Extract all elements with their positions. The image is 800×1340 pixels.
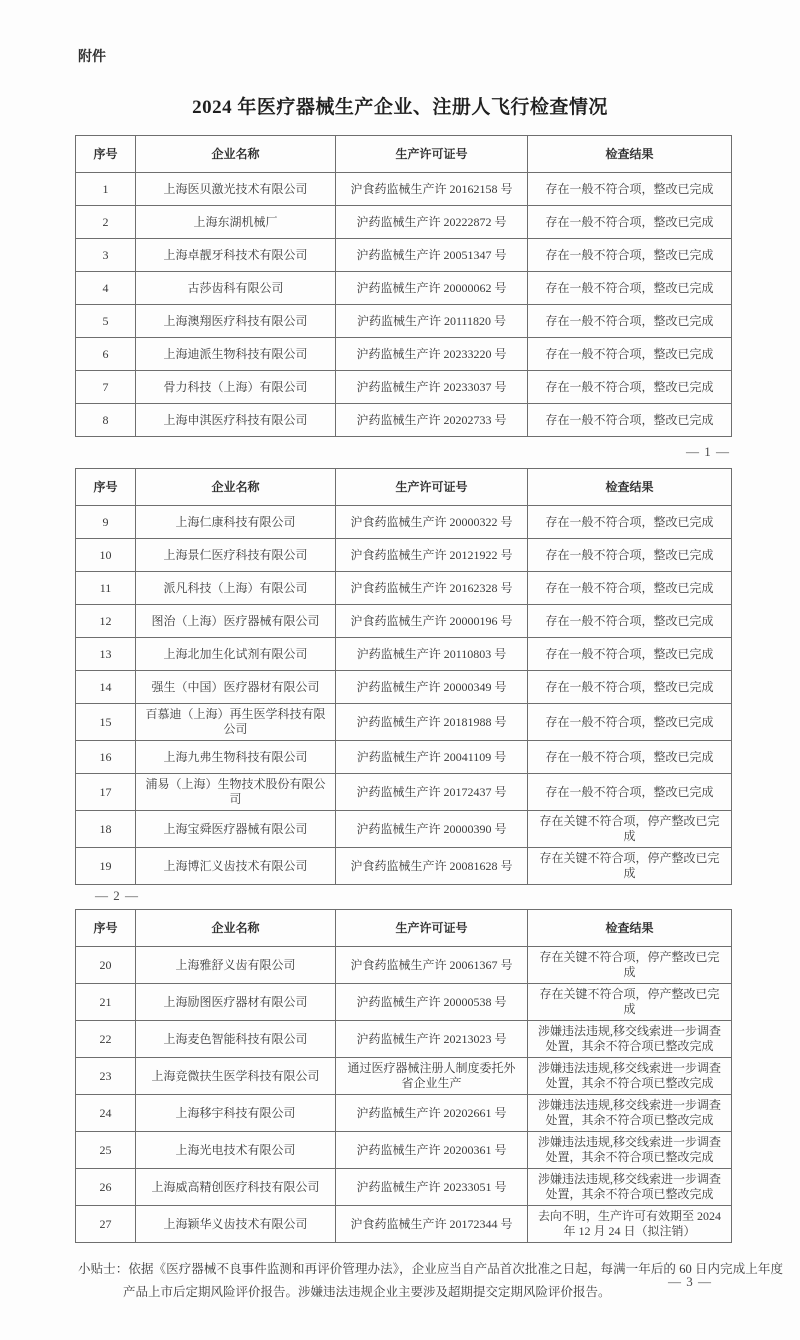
inspection-table-page-3	[75, 909, 732, 1243]
col-header-result: 检查结果	[528, 136, 732, 173]
table-row	[76, 1169, 732, 1206]
license-cell: 沪药监械生产许 20110803 号	[336, 638, 528, 671]
result-cell: 存在一般不符合项，整改已完成	[528, 572, 732, 605]
table-row	[76, 638, 732, 671]
inspection-table-page-2	[75, 468, 732, 885]
company-name-cell: 上海光电技术有限公司	[136, 1132, 336, 1169]
table-row	[76, 572, 732, 605]
license-cell: 沪药监械生产许 20041109 号	[336, 741, 528, 774]
result-cell: 存在一般不符合项，整改已完成	[528, 305, 732, 338]
table-row	[76, 605, 732, 638]
company-name-cell: 上海仁康科技有限公司	[136, 506, 336, 539]
row-number-cell: 15	[76, 704, 136, 741]
result-cell: 涉嫌违法违规,移交线索进一步调查处置，其余不符合项已整改完成	[528, 1132, 732, 1169]
license-cell: 沪食药监械生产许 20061367 号	[336, 947, 528, 984]
table-row	[76, 1132, 732, 1169]
license-cell: 沪药监械生产许 20051347 号	[336, 239, 528, 272]
company-name-cell: 上海申淇医疗科技有限公司	[136, 404, 336, 437]
table-body-page-1	[76, 173, 732, 437]
document-title: 2024 年医疗器械生产企业、注册人飞行检查情况	[192, 97, 608, 118]
license-cell: 沪药监械生产许 20233051 号	[336, 1169, 528, 1206]
company-name-cell: 上海景仁医疗科技有限公司	[136, 539, 336, 572]
result-cell: 存在一般不符合项，整改已完成	[528, 741, 732, 774]
license-cell: 沪药监械生产许 20233037 号	[336, 371, 528, 404]
row-number-cell: 4	[76, 272, 136, 305]
license-cell: 沪药监械生产许 20200361 号	[336, 1132, 528, 1169]
inspection-table-page-1	[75, 135, 732, 437]
row-number-cell: 14	[76, 671, 136, 704]
row-number-cell: 27	[76, 1206, 136, 1243]
result-cell: 去向不明，生产许可有效期至 2024 年 12 月 24 日（拟注销）	[528, 1206, 732, 1243]
row-number-cell: 20	[76, 947, 136, 984]
table-row	[76, 404, 732, 437]
license-cell: 沪食药监械生产许 20081628 号	[336, 848, 528, 885]
col-header-company: 企业名称	[136, 910, 336, 947]
result-cell: 存在关键不符合项，停产整改已完成	[528, 947, 732, 984]
license-cell: 沪药监械生产许 20000538 号	[336, 984, 528, 1021]
table-row	[76, 506, 732, 539]
result-cell: 涉嫌违法违规,移交线索进一步调查处置，其余不符合项已整改完成	[528, 1058, 732, 1095]
company-name-cell: 强生（中国）医疗器材有限公司	[136, 671, 336, 704]
license-cell: 沪药监械生产许 20233220 号	[336, 338, 528, 371]
company-name-cell: 上海博汇义齿技术有限公司	[136, 848, 336, 885]
license-cell: 沪药监械生产许 20172437 号	[336, 774, 528, 811]
license-cell: 通过医疗器械注册人制度委托外省企业生产	[336, 1058, 528, 1095]
license-cell: 沪药监械生产许 20000062 号	[336, 272, 528, 305]
table-header	[76, 910, 732, 947]
license-cell: 沪食药监械生产许 20000196 号	[336, 605, 528, 638]
result-cell: 存在一般不符合项，整改已完成	[528, 704, 732, 741]
table-row	[76, 305, 732, 338]
row-number-cell: 26	[76, 1169, 136, 1206]
col-header-no: 序号	[76, 469, 136, 506]
result-cell: 存在一般不符合项，整改已完成	[528, 173, 732, 206]
header-row	[76, 910, 732, 947]
license-cell: 沪药监械生产许 20222872 号	[336, 206, 528, 239]
col-header-result: 检查结果	[528, 910, 732, 947]
company-name-cell: 上海雅舒义齿有限公司	[136, 947, 336, 984]
table-row	[76, 272, 732, 305]
row-number-cell: 7	[76, 371, 136, 404]
table-row	[76, 741, 732, 774]
result-cell: 存在一般不符合项，整改已完成	[528, 506, 732, 539]
company-name-cell: 上海北加生化试剂有限公司	[136, 638, 336, 671]
result-cell: 存在一般不符合项，整改已完成	[528, 272, 732, 305]
table-row	[76, 1021, 732, 1058]
company-name-cell: 上海九弗生物科技有限公司	[136, 741, 336, 774]
company-name-cell: 上海澳翔医疗科技有限公司	[136, 305, 336, 338]
col-header-company: 企业名称	[136, 136, 336, 173]
company-name-cell: 百慕迪（上海）再生医学科技有限公司	[136, 704, 336, 741]
result-cell: 存在一般不符合项，整改已完成	[528, 338, 732, 371]
result-cell: 存在一般不符合项，整改已完成	[528, 371, 732, 404]
license-cell: 沪药监械生产许 20111820 号	[336, 305, 528, 338]
page-number-2: — 2 —	[95, 888, 139, 903]
attachment-label: 附件	[78, 50, 106, 65]
row-number-cell: 3	[76, 239, 136, 272]
row-number-cell: 8	[76, 404, 136, 437]
result-cell: 存在一般不符合项，整改已完成	[528, 774, 732, 811]
table-header	[76, 136, 732, 173]
col-header-license: 生产许可证号	[336, 469, 528, 506]
row-number-cell: 17	[76, 774, 136, 811]
license-cell: 沪药监械生产许 20181988 号	[336, 704, 528, 741]
result-cell: 涉嫌违法违规,移交线索进一步调查处置，其余不符合项已整改完成	[528, 1021, 732, 1058]
result-cell: 存在一般不符合项，整改已完成	[528, 605, 732, 638]
col-header-result: 检查结果	[528, 469, 732, 506]
row-number-cell: 22	[76, 1021, 136, 1058]
company-name-cell: 派凡科技（上海）有限公司	[136, 572, 336, 605]
table-row	[76, 1206, 732, 1243]
company-name-cell: 古莎齿科有限公司	[136, 272, 336, 305]
row-number-cell: 10	[76, 539, 136, 572]
row-number-cell: 23	[76, 1058, 136, 1095]
row-number-cell: 5	[76, 305, 136, 338]
result-cell: 存在关键不符合项，停产整改已完成	[528, 984, 732, 1021]
page-number-1: — 1 —	[686, 444, 730, 459]
row-number-cell: 16	[76, 741, 136, 774]
license-cell: 沪药监械生产许 20202661 号	[336, 1095, 528, 1132]
company-name-cell: 上海宝舜医疗器械有限公司	[136, 811, 336, 848]
table-row	[76, 206, 732, 239]
table-row	[76, 239, 732, 272]
company-name-cell: 上海麦色智能科技有限公司	[136, 1021, 336, 1058]
license-cell: 沪食药监械生产许 20121922 号	[336, 539, 528, 572]
company-name-cell: 浦易（上海）生物技术股份有限公司	[136, 774, 336, 811]
table-header	[76, 469, 732, 506]
license-cell: 沪药监械生产许 20202733 号	[336, 404, 528, 437]
row-number-cell: 6	[76, 338, 136, 371]
company-name-cell: 上海东湖机械厂	[136, 206, 336, 239]
table-row	[76, 704, 732, 741]
table-row	[76, 774, 732, 811]
company-name-cell: 上海威高精创医疗科技有限公司	[136, 1169, 336, 1206]
table-row	[76, 338, 732, 371]
result-cell: 存在一般不符合项，整改已完成	[528, 206, 732, 239]
row-number-cell: 19	[76, 848, 136, 885]
col-header-company: 企业名称	[136, 469, 336, 506]
header-row	[76, 136, 732, 173]
table-body-page-2	[76, 506, 732, 885]
result-cell: 涉嫌违法违规,移交线索进一步调查处置，其余不符合项已整改完成	[528, 1095, 732, 1132]
row-number-cell: 13	[76, 638, 136, 671]
company-name-cell: 图治（上海）医疗器械有限公司	[136, 605, 336, 638]
row-number-cell: 12	[76, 605, 136, 638]
license-cell: 沪食药监械生产许 20172344 号	[336, 1206, 528, 1243]
result-cell: 存在关键不符合项，停产整改已完成	[528, 848, 732, 885]
col-header-license: 生产许可证号	[336, 136, 528, 173]
footnote: 小贴士：依据《医疗器械不良事件监测和再评价管理办法》，企业应当自产品首次批准之日起，每满一年后的 60 日内完成上年度产品上市后定期风险评价报告。涉嫌违法违规企业主要涉及超期提交定期风险评价报告。	[78, 1262, 783, 1300]
row-number-cell: 21	[76, 984, 136, 1021]
page-number-3: — 3 —	[668, 1274, 712, 1289]
result-cell: 存在一般不符合项，整改已完成	[528, 404, 732, 437]
row-number-cell: 25	[76, 1132, 136, 1169]
company-name-cell: 上海移宇科技有限公司	[136, 1095, 336, 1132]
company-name-cell: 骨力科技（上海）有限公司	[136, 371, 336, 404]
table-row	[76, 671, 732, 704]
table-row	[76, 371, 732, 404]
company-name-cell: 上海竞微扶生医学科技有限公司	[136, 1058, 336, 1095]
table-body-page-3	[76, 947, 732, 1243]
company-name-cell: 上海颖华义齿技术有限公司	[136, 1206, 336, 1243]
table-row	[76, 848, 732, 885]
header-row	[76, 469, 732, 506]
row-number-cell: 9	[76, 506, 136, 539]
table-row	[76, 811, 732, 848]
col-header-no: 序号	[76, 136, 136, 173]
table-row	[76, 947, 732, 984]
table-row	[76, 173, 732, 206]
row-number-cell: 11	[76, 572, 136, 605]
license-cell: 沪食药监械生产许 20162158 号	[336, 173, 528, 206]
table-row	[76, 1095, 732, 1132]
row-number-cell: 1	[76, 173, 136, 206]
license-cell: 沪药监械生产许 20000349 号	[336, 671, 528, 704]
result-cell: 存在一般不符合项，整改已完成	[528, 638, 732, 671]
result-cell: 存在一般不符合项，整改已完成	[528, 671, 732, 704]
col-header-no: 序号	[76, 910, 136, 947]
license-cell: 沪食药监械生产许 20162328 号	[336, 572, 528, 605]
result-cell: 涉嫌违法违规,移交线索进一步调查处置，其余不符合项已整改完成	[528, 1169, 732, 1206]
row-number-cell: 24	[76, 1095, 136, 1132]
company-name-cell: 上海卓靓牙科技术有限公司	[136, 239, 336, 272]
table-row	[76, 984, 732, 1021]
result-cell: 存在一般不符合项，整改已完成	[528, 239, 732, 272]
company-name-cell: 上海医贝激光技术有限公司	[136, 173, 336, 206]
row-number-cell: 18	[76, 811, 136, 848]
company-name-cell: 上海励图医疗器材有限公司	[136, 984, 336, 1021]
table-row	[76, 1058, 732, 1095]
result-cell: 存在关键不符合项，停产整改已完成	[528, 811, 732, 848]
col-header-license: 生产许可证号	[336, 910, 528, 947]
license-cell: 沪药监械生产许 20213023 号	[336, 1021, 528, 1058]
license-cell: 沪食药监械生产许 20000322 号	[336, 506, 528, 539]
table-row	[76, 539, 732, 572]
company-name-cell: 上海迪派生物科技有限公司	[136, 338, 336, 371]
row-number-cell: 2	[76, 206, 136, 239]
license-cell: 沪药监械生产许 20000390 号	[336, 811, 528, 848]
result-cell: 存在一般不符合项，整改已完成	[528, 539, 732, 572]
